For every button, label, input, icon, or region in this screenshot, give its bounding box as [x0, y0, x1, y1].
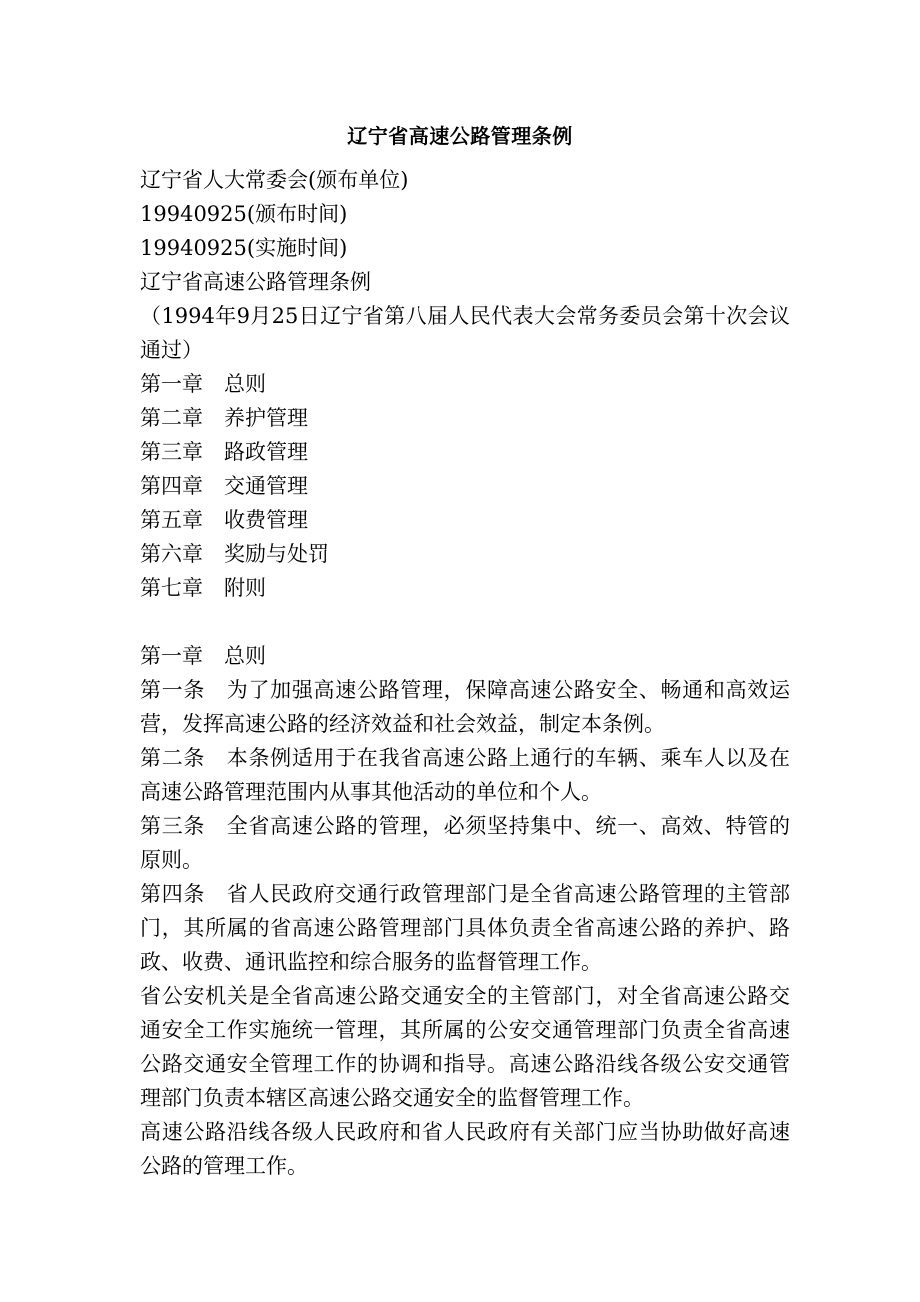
- issue-date-line: 19940925(颁布时间): [140, 202, 348, 226]
- chapter-heading: 第一章 总则: [140, 644, 266, 668]
- toc-item: 第二章 养护管理: [140, 406, 308, 430]
- toc-item: 第六章 奖励与处罚: [140, 542, 329, 566]
- document-title: 辽宁省高速公路管理条例: [347, 124, 573, 148]
- article-paragraph: 第二条 本条例适用于在我省高速公路上通行的车辆、乘车人以及在高速公路管理范围内从事其他活动的单位和个人。: [140, 746, 790, 804]
- toc-item: 第三章 路政管理: [140, 440, 308, 464]
- article-paragraph: 第四条 省人民政府交通行政管理部门是全省高速公路管理的主管部门，其所属的省高速公路管理部门具体负责全省高速公路的养护、路政、收费、通讯监控和综合服务的监督管理工作。: [140, 882, 790, 974]
- toc-item: 第一章 总则: [140, 372, 266, 396]
- toc-item: 第五章 收费管理: [140, 508, 308, 532]
- document-name-line: 辽宁省高速公路管理条例: [140, 270, 371, 294]
- adoption-note: （1994年9月25日辽宁省第八届人民代表大会常务委员会第十次会议通过）: [140, 304, 790, 362]
- issuer-line: 辽宁省人大常委会(颁布单位): [140, 168, 409, 192]
- article-paragraph: 第一条 为了加强高速公路管理，保障高速公路安全、畅通和高效运营，发挥高速公路的经济效益和社会效益，制定本条例。: [140, 678, 790, 736]
- document-body: [140, 163, 790, 1183]
- article-paragraph: 省公安机关是全省高速公路交通安全的主管部门，对全省高速公路交通安全工作实施统一管理，其所属的公安交通管理部门负责全省高速公路交通安全管理工作的协调和指导。高速公路沿线各级公安交通管理部门负责本辖区高速公路交通安全的监督管理工作。: [140, 984, 790, 1110]
- toc-item: 第七章 附则: [140, 576, 266, 600]
- article-paragraph: 第三条 全省高速公路的管理，必须坚持集中、统一、高效、特管的原则。: [140, 814, 790, 872]
- effective-date-line: 19940925(实施时间): [140, 236, 348, 260]
- spacer: [140, 605, 790, 639]
- article-paragraph: 高速公路沿线各级人民政府和省人民政府有关部门应当协助做好高速公路的管理工作。: [140, 1120, 790, 1178]
- toc-item: 第四章 交通管理: [140, 474, 308, 498]
